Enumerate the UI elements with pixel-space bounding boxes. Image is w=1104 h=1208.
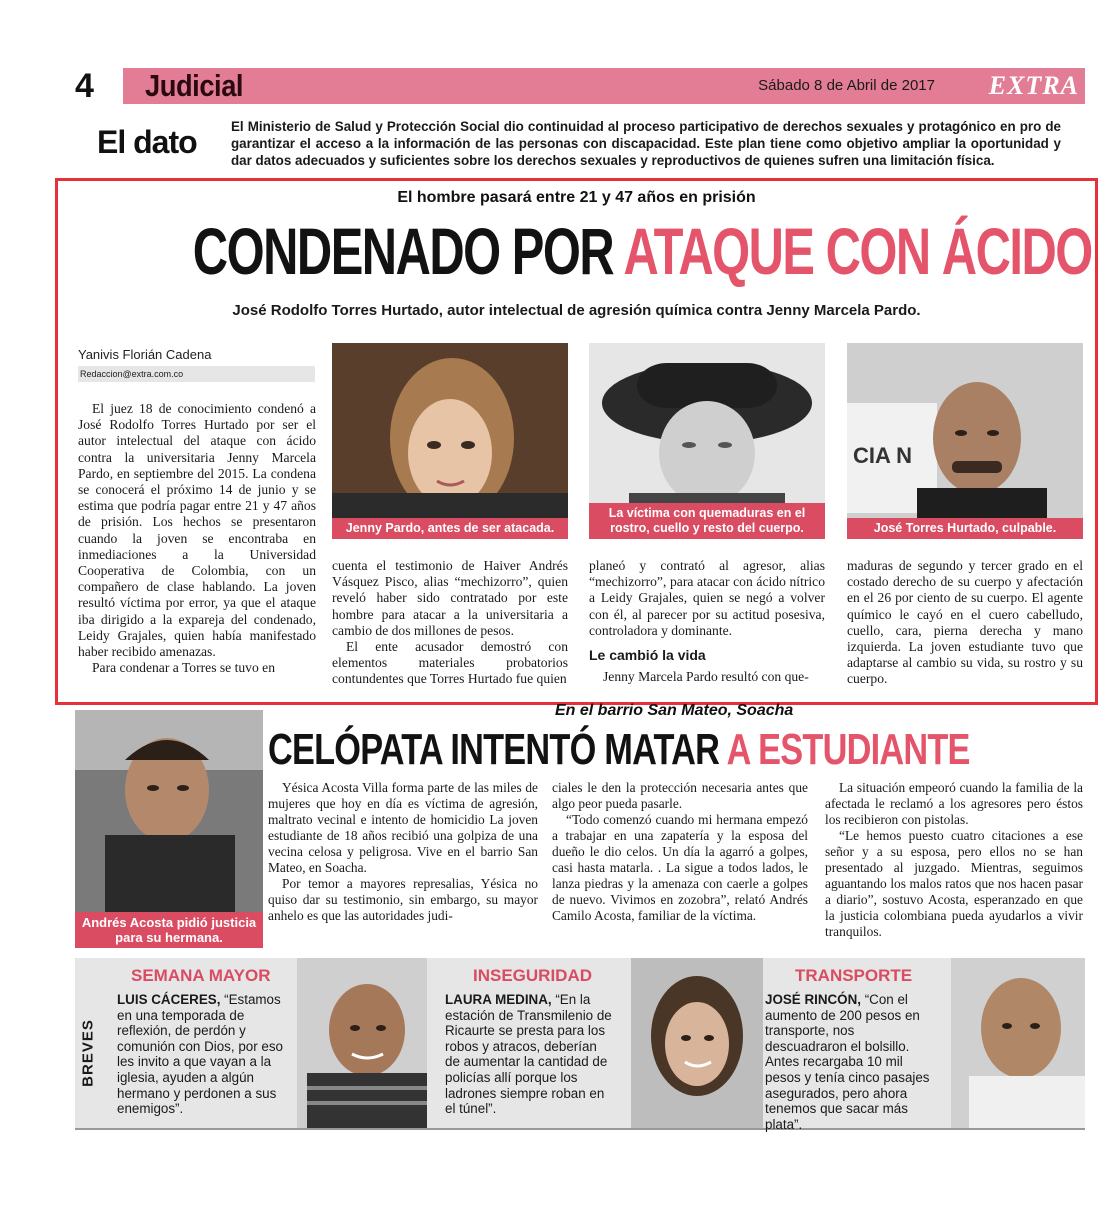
caption-victim: La víctima con quemaduras en el rostro, cuello y resto del cuerpo. xyxy=(589,503,825,539)
brief-1-tag: SEMANA MAYOR xyxy=(131,966,271,985)
second-headline xyxy=(268,722,970,778)
main-col-2-para-b: El ente acusador demostró con elementos materiales probatorios contundentes que Torres Hurtado fue quien xyxy=(332,639,568,687)
el-dato-text: El Ministerio de Salud y Protección Social dio continuidad al proceso participativo de derechos sexuales y protagónico en pro de garantizar el acceso a la información de las personas con discapacidad. Este plan tiene como objetivo ampliar la oportunidad y dar datos adecuados y suficientes sobre los derechos sexuales y reproductivos de quienes sufren una limitación física. xyxy=(231,119,1061,168)
headline-red: ATAQUE CON ÁCIDO xyxy=(623,214,1092,288)
main-col-3-para-b: Jenny Marcela Pardo resultó con que- xyxy=(603,669,809,685)
brief-2-photo xyxy=(631,958,763,1128)
brief-3-photo xyxy=(951,958,1085,1128)
issue-date: Sábado 8 de Abril de 2017 xyxy=(758,77,935,94)
byline-email: Redaccion@extra.com.co xyxy=(78,366,315,382)
second-kicker: En el barrio San Mateo, Soacha xyxy=(555,702,794,719)
brief-3-name: JOSÉ RINCÓN, xyxy=(765,992,861,1007)
el-dato-box xyxy=(75,116,1085,172)
main-story xyxy=(55,178,1098,705)
brief-1-name: LUIS CÁCERES, xyxy=(117,992,221,1007)
second-col-1 xyxy=(268,780,538,924)
page-header xyxy=(75,66,1085,106)
main-col-2-para-a: cuenta el testimonio de Haiver Andrés Vásquez Pisco, alias “mechizorro”, quien reveló haber sido contratado por este hombre para atacar a la universitaria a cambio de dos millones de pesos. xyxy=(332,558,568,638)
page-number: 4 xyxy=(75,67,94,105)
second-col-2 xyxy=(552,780,808,924)
headline-dark: CONDENADO POR xyxy=(192,214,614,288)
second-col-3 xyxy=(825,780,1083,940)
brief-3-quote: “Con el aumento de 200 pesos en transporte, nos descuadraron el bolsillo. Antes recargaba 10 mil pesos y tenía cinco pasajes asegurados, pero ahora tenemos que sacar más plata”. xyxy=(765,992,930,1132)
caption-andres: Andrés Acosta pidió justicia para su hermana. xyxy=(75,912,263,948)
caption-torres: José Torres Hurtado, culpable. xyxy=(847,518,1083,539)
brief-1-photo xyxy=(297,958,427,1128)
main-deck: José Rodolfo Torres Hurtado, autor intelectual de agresión química contra Jenny Marcela Pardo. xyxy=(232,302,921,319)
main-kicker: El hombre pasará entre 21 y 47 años en prisión xyxy=(397,189,756,206)
main-headline xyxy=(192,211,1092,291)
second-col-2-para-b: “Todo comenzó cuando mi hermana empezó a trabajar en una zapatería y la esposa del dueño le dio celos. Un día la agarró a golpes, casi hasta matarla. . La sigue a todos lados, le lanza piedras y la amenaza con caerle a golpes de nuevo. Vivimos en zozobra”, relató Andrés Camilo Acosta, familiar de la víctima. xyxy=(552,812,808,923)
portrait-illustration xyxy=(631,958,763,1128)
section-bar xyxy=(123,68,1085,104)
caption-jenny: Jenny Pardo, antes de ser atacada. xyxy=(332,518,568,539)
photo-victim-burns xyxy=(589,343,825,539)
second-col-3-para-a: La situación empeoró cuando la familia de la afectada le reclamó a los agresores pero éstos los recibieron con pistolas. xyxy=(825,780,1083,827)
main-col-3-para-a: planeó y contrató al agresor, alias “mechizorro”, para atacar con ácido nítrico a Leidy Grajales, quien se negó a volver con él, al parecer por su actitud posesiva, controladora y dominante. xyxy=(589,558,825,638)
brief-2-text xyxy=(445,992,613,1117)
portrait-illustration xyxy=(951,958,1085,1128)
portrait-illustration xyxy=(332,343,568,539)
main-col-2 xyxy=(332,558,568,688)
portrait-illustration xyxy=(847,343,1083,539)
brand-logo: EXTRA xyxy=(988,71,1079,100)
main-col-1-para-b: Para condenar a Torres se tuvo en xyxy=(92,660,275,676)
photo-torres xyxy=(847,343,1083,539)
portrait-illustration xyxy=(297,958,427,1128)
second-col-3-para-b: “Le hemos puesto cuatro citaciones a ese señor y a su esposa, pero ellos no se han presentado al juzgado. Mientras, seguimos aguantando los malos ratos que nos hacen pasar a diario”, sostuvo Acosta, esperanzado en que la justicia colombiana pueda ayudarlos a vivir tranquilos. xyxy=(825,828,1083,939)
byline: Yanivis Florián Cadena xyxy=(78,347,212,362)
second-headline-red: A ESTUDIANTE xyxy=(726,725,970,774)
photo-jenny-before xyxy=(332,343,568,539)
section-title: Judicial xyxy=(145,68,244,103)
brief-1-quote: “Estamos en una temporada de reflexión, de perdón y comunión con Dios, por eso les invito a que vayan a la iglesia, ayuden a algún hermano y perdonen a sus enemigos”. xyxy=(117,992,283,1117)
main-col-4-para: maduras de segundo y tercer grado en el costado derecho de su cuerpo y afectación en el 26 por ciento de su cuerpo. El agente químico le cayó en el cuero cabelludo, cuello, cara, pierna derecha y mano izquierda. La joven estudiante tuvo que adaptarse al cambio su vida, su rostro y su cuerpo. xyxy=(847,558,1083,687)
second-col-2-para-a: ciales le den la protección necesaria antes que algo peor pueda pasarle. xyxy=(552,780,808,811)
main-col-3-subhead: Le cambió la vida xyxy=(589,647,706,664)
main-col-3 xyxy=(589,558,825,685)
second-col-1-para-b: Por temor a mayores represalias, Yésica no quiso dar su testimonio, sin embargo, su mayor anhelo es que las autoridades judi- xyxy=(268,876,538,923)
photo-andres-acosta xyxy=(75,710,263,948)
second-col-1-para-a: Yésica Acosta Villa forma parte de las miles de mujeres que hoy en día es víctima de agresión, maltrato vecinal e intento de homicidio La joven estudiante de 18 años recibió una golpiza de una vecina celosa y peligrosa. Vive en el barrio San Mateo, en Soacha. xyxy=(268,780,538,875)
brief-2-name: LAURA MEDINA, xyxy=(445,992,552,1007)
breves-label-text: BREVES xyxy=(79,1019,97,1087)
brief-2-quote: “En la estación de Transmilenio de Ricaurte se presta para los robos y atracos, deberían de aumentar la cantidad de policías allí porque los ladrones siempre roban en el túnel”. xyxy=(445,992,612,1117)
breves-section xyxy=(75,958,1085,1130)
second-headline-dark: CELÓPATA INTENTÓ MATAR xyxy=(268,725,720,774)
main-col-1 xyxy=(78,401,316,676)
brief-3-tag: TRANSPORTE xyxy=(795,966,913,985)
main-col-4 xyxy=(847,558,1083,688)
el-dato-label: El dato xyxy=(97,124,197,160)
main-col-1-para: El juez 18 de conocimiento condenó a José Rodolfo Torres Hurtado por ser el autor intelectual del ataque con ácido contra la universitaria Jenny Marcela Pardo, en septiembre del 2015. La condena se conocerá el próximo 14 de junio y se estima que podría pagar entre 21 y 47 años de prisión. Los hechos se presentaron cuando la joven se encontraba en inmediaciones a la Universidad Cooperativa de Colombia, con un compañero de clase hablando. La joven resultó víctima por error, ya que el ataque iba dirigido a la expareja del condenado, Leidy Grajales, quien había manifestado haber recibido amenazas. xyxy=(78,401,316,660)
brief-3-text xyxy=(765,992,935,1132)
brief-1-text xyxy=(117,992,287,1117)
brief-2-tag: INSEGURIDAD xyxy=(473,966,593,985)
svg-text:CIA N: CIA N xyxy=(853,443,913,468)
breves-label xyxy=(77,998,99,1108)
